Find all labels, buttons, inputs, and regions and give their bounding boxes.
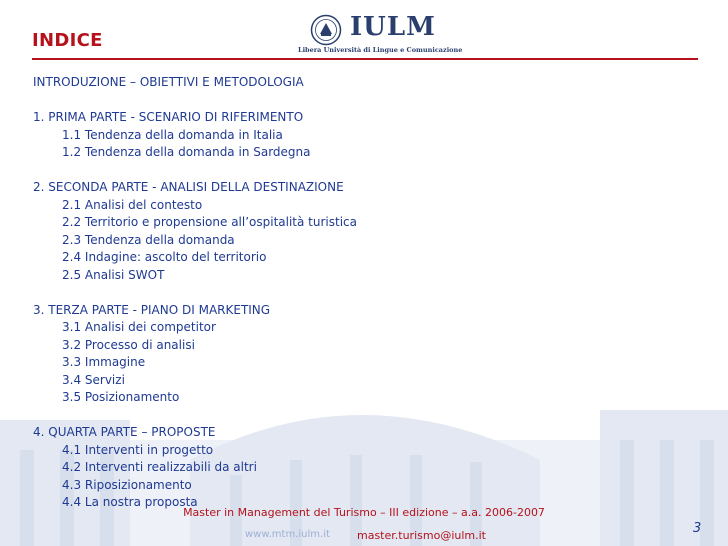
logo-wordmark: IULM	[350, 12, 436, 42]
toc-item: 3.4 Servizi	[62, 372, 125, 387]
page-title: INDICE	[32, 30, 103, 51]
toc-intro: INTRODUZIONE – OBIETTIVI E METODOLOGIA	[33, 75, 304, 89]
footer-course-title: Master in Management del Turismo – III edizione – a.a. 2006-2007	[183, 506, 545, 519]
toc-part-4: 4. QUARTA PARTE – PROPOSTE	[33, 425, 216, 439]
table-of-contents	[33, 74, 673, 512]
toc-item: 2.1 Analisi del contesto	[62, 197, 203, 212]
toc-item: 3.2 Processo di analisi	[62, 337, 195, 352]
toc-item: 4.1 Interventi in progetto	[62, 442, 214, 457]
logo-subtitle: Libera Università di Lingue e Comunicazione	[298, 46, 463, 54]
toc-item: 2.2 Territorio e propensione all’ospitalità turistica	[62, 215, 357, 229]
toc-item: 3.3 Immagine	[62, 355, 146, 369]
toc-item: 4.4 La nostra proposta	[62, 495, 198, 509]
toc-item: 4.3 Riposizionamento	[62, 477, 192, 492]
toc-part-2: 2. SECONDA PARTE - ANALISI DELLA DESTINAZIONE	[33, 180, 344, 194]
iulm-logo	[298, 12, 463, 58]
toc-item: 1.2 Tendenza della domanda in Sardegna	[62, 145, 311, 159]
toc-item: 3.5 Posizionamento	[62, 390, 180, 404]
toc-item: 4.2 Interventi realizzabili da altri	[62, 460, 257, 474]
toc-item: 2.5 Analisi SWOT	[62, 267, 165, 282]
page-number: 3	[693, 521, 702, 536]
toc-item: 2.4 Indagine: ascolto del territorio	[62, 250, 267, 264]
university-seal-icon	[310, 14, 342, 46]
footer-email-link[interactable]: master.turismo@iulm.it	[357, 529, 486, 542]
toc-part-1: 1. PRIMA PARTE - SCENARIO DI RIFERIMENTO	[33, 110, 304, 124]
toc-item: 2.3 Tendenza della domanda	[62, 232, 235, 247]
footer-website-link[interactable]: www.mtm.iulm.it	[245, 529, 330, 540]
toc-part-3: 3. TERZA PARTE - PIANO DI MARKETING	[33, 302, 271, 317]
title-divider	[32, 58, 698, 60]
toc-item: 3.1 Analisi dei competitor	[62, 320, 216, 334]
toc-item: 1.1 Tendenza della domanda in Italia	[62, 127, 283, 142]
